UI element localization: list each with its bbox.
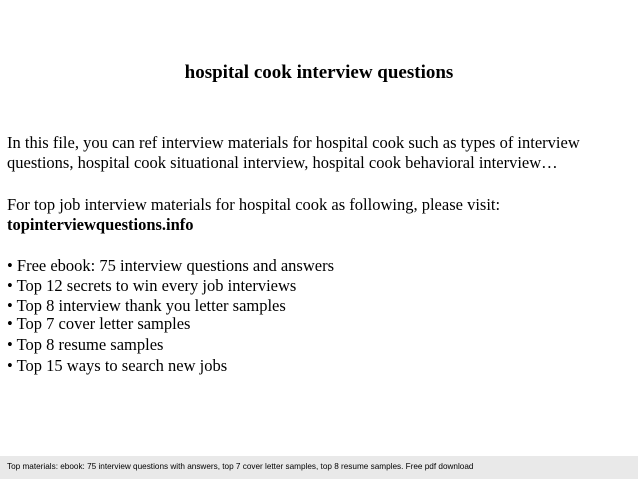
list-item: • Top 12 secrets to win every job interviews [7, 276, 297, 295]
list-item: • Top 8 resume samples [7, 335, 164, 354]
list-item: • Free ebook: 75 interview questions and answers [7, 256, 334, 275]
intro-paragraph: In this file, you can ref interview materials for hospital cook such as types of interview questions, hospital cook situational interview, hospital cook behavioral interview… [7, 133, 580, 172]
list-item: • Top 15 ways to search new jobs [7, 356, 228, 375]
list-item: • Top 7 cover letter samples [7, 314, 191, 333]
site-link[interactable]: topinterviewquestions.info [7, 215, 194, 234]
page-title: hospital cook interview questions [184, 62, 454, 83]
list-item: • Top 8 interview thank you letter samples [7, 296, 286, 315]
footer-text: Top materials: ebook: 75 interview questions with answers, top 7 cover letter samples, top 8 resume samples. Free pdf download [7, 462, 474, 471]
footer-bar [0, 456, 638, 479]
visit-paragraph: For top job interview materials for hospital cook as following, please visit: [7, 195, 501, 214]
resource-list [7, 256, 633, 376]
